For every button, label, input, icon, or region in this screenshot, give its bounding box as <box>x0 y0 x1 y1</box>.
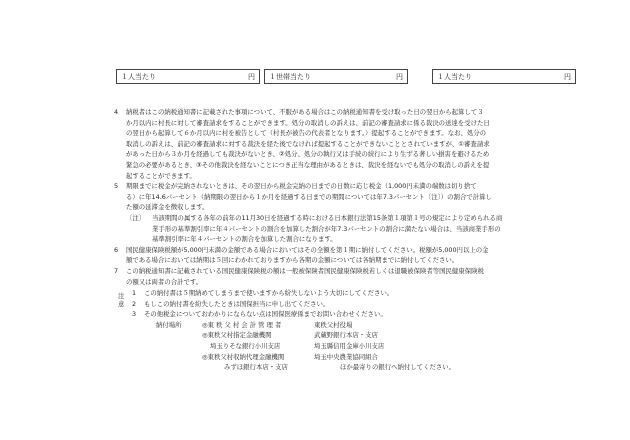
clause-line: 取消しの訴えは、前記の審査請求に対する裁決を経た後でなければ提起することができないこととされていますが、①審査請求 <box>126 139 490 148</box>
payment-place: 埼玉中央農業協同組合 <box>314 352 378 361</box>
payment-row <box>114 341 584 352</box>
clause-line: の翌日から起算して６か月以内に村を被告として（村長が被告の代表者となります。）提起することができます。なお、処分の <box>126 129 487 138</box>
amount-box-unit: 円 <box>564 73 571 81</box>
clause-line: 納税者はこの納税通知書に記載された事項について、不服がある場合はこの納税通知書を受け取った日の翌日から起算して３ <box>126 108 484 116</box>
note-line: 業手形の基準割引率に年４パーセントの割合を加算した割合が年7.3パーセントの割合に満たない場合は、当該商業手形の <box>152 224 501 233</box>
amount-box-per-person-2 <box>432 69 576 84</box>
clause-4 <box>114 107 584 181</box>
payment-row <box>114 362 584 373</box>
caution-number: 2 <box>132 299 137 308</box>
payment-place: 東秩父村役場 <box>314 320 353 329</box>
payment-locations <box>114 320 584 373</box>
payment-place: 武蔵野銀行本店・支店 <box>314 331 378 340</box>
caution-text: もしこの納付書を紛失したときは国保担当に申し出てください。 <box>144 299 330 308</box>
clause-line: があった日から３か月を経過しても裁決がないとき、②処分、処分の執行又は手続の続行により生ずる著しい損害を避けるため <box>126 150 490 159</box>
payment-org: 埼玉りそな銀行小川支店 <box>210 342 281 351</box>
clause-line: 額である場合においては納期は５回にわかれておりますから各期の金額については各納期までに納付してください。 <box>126 256 459 265</box>
caution-item <box>114 309 584 320</box>
clause-line: 緊急の必要があるとき、③その他裁決を経ないことにつき正当な理由があるときは、裁決を経ないでも処分の取消しの訴えを提 <box>126 160 490 169</box>
clause-line: 起することができます。 <box>126 171 196 180</box>
amount-box-label: １人当たり <box>437 73 472 81</box>
clause-line: か月以内に村長に対して審査請求をすることができます。処分の取消しの訴えは、前記の審査請求に係る裁決の送達を受けた日 <box>126 118 490 127</box>
amount-box-label: １人当たり <box>121 73 156 81</box>
caution-text: その他税金についておわかりにならない点は国保医療係までお問い合わせください。 <box>144 310 387 319</box>
amount-box-label: １世帯当たり <box>269 73 311 81</box>
payment-place: ほか最寄りの銀行へ納付してください。 <box>340 363 456 372</box>
clause-number: 6 <box>114 245 119 254</box>
amount-box-per-household <box>264 69 408 84</box>
caution-section <box>114 288 584 320</box>
payment-row <box>114 330 584 341</box>
notice-body <box>114 107 584 373</box>
payment-org: みずほ銀行本店・支店 <box>224 363 288 372</box>
payment-row <box>114 320 584 331</box>
clause-number: 4 <box>114 108 119 116</box>
caution-mark: 注意 <box>118 292 125 309</box>
note-line: 基準割引率に年４パーセントの割合を加算した割合になります。 <box>152 235 337 244</box>
clause-5-note <box>114 213 584 245</box>
clause-number: 7 <box>114 266 119 275</box>
caution-item <box>114 299 584 310</box>
payment-org: ◎東秩父村指定金融機関 <box>202 331 272 340</box>
amount-box-per-person <box>116 69 260 84</box>
clause-5 <box>114 181 584 213</box>
payment-org: ◎東 秩 父 村 会 計 管 理 者 <box>202 320 282 329</box>
clause-line: の額又は両者の合計です。 <box>126 277 203 286</box>
clause-line: 期限までに税金が完納されないときは、その翌日から税金完納の日までの日数に応じ税金（1,000円未満の端数は切り捨て <box>126 182 477 191</box>
clause-number: 5 <box>114 182 119 191</box>
clause-line: る）に年14.6パーセント（納期限の翌日から１か月を経過する日までの期間については年7.3パーセント〔注〕）の割合で計算し <box>126 192 492 201</box>
payment-org: ◎東秩父村収納代理金融機関 <box>202 352 285 361</box>
payment-place: 埼玉縣信用金庫小川支店 <box>314 342 385 351</box>
payment-row <box>114 352 584 363</box>
amount-box-unit: 円 <box>396 73 403 81</box>
note-line: 当該期間の属する各年の前年の11月30日を経過する時における日本銀行法第15条第１項第１号の規定により定められる商 <box>152 213 503 222</box>
payment-label: 納付場所 <box>156 320 182 329</box>
caution-text: この納付書は５期納めてしまうまで使いますから紛失しないよう大切にしてください。 <box>144 289 394 298</box>
amount-box-unit: 円 <box>248 73 255 81</box>
clause-line: た額の延滞金を徴収します。 <box>126 203 209 212</box>
clause-line: 国民健康保険税額が5,000円未満の金額である場合においてはその全額を第１期に納付してください。税額が5,000円以上の金 <box>126 245 489 254</box>
caution-item <box>114 288 584 299</box>
clause-line: この納税通知書に記載されている国民健康保険税の額は一般被保険者国民健康保険税若しくは退職被保険者等国民健康保険税 <box>126 266 484 275</box>
amount-box-row <box>0 69 630 89</box>
clause-7 <box>114 266 584 287</box>
caution-number: 1 <box>132 289 137 298</box>
note-marker: 〔注〕 <box>126 213 146 222</box>
clause-6 <box>114 245 584 266</box>
caution-number: 3 <box>132 310 137 319</box>
